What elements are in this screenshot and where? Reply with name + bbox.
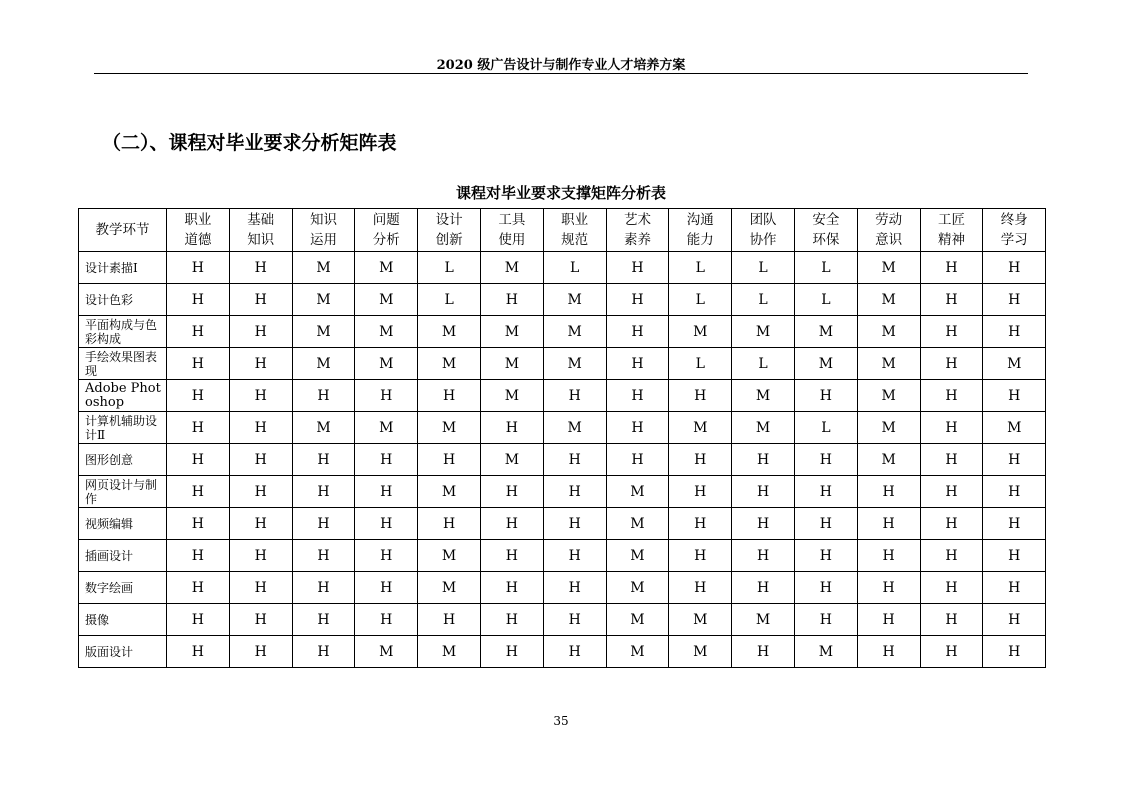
- column-header: [732, 209, 795, 252]
- rating-cell: M: [355, 284, 418, 316]
- rating-cell: H: [732, 636, 795, 668]
- rating-cell: H: [480, 636, 543, 668]
- rating-cell: M: [418, 412, 481, 444]
- rating-cell: H: [418, 380, 481, 412]
- rating-cell: H: [543, 508, 606, 540]
- rating-cell: H: [480, 476, 543, 508]
- table-row: [79, 284, 1046, 316]
- course-name-cell: 手绘效果图表现: [79, 348, 167, 380]
- course-name-cell: 版面设计: [79, 636, 167, 668]
- column-header: [983, 209, 1046, 252]
- rating-cell: H: [167, 572, 230, 604]
- rating-cell: L: [732, 284, 795, 316]
- column-header-line1: 职业: [184, 212, 212, 228]
- rating-cell: H: [167, 476, 230, 508]
- rating-cell: H: [794, 444, 857, 476]
- rating-cell: H: [794, 572, 857, 604]
- rating-cell: H: [167, 252, 230, 284]
- rating-cell: M: [543, 348, 606, 380]
- column-header-line1: 问题: [372, 212, 400, 228]
- course-name-cell: 设计素描Ⅰ: [79, 252, 167, 284]
- rating-cell: H: [732, 508, 795, 540]
- table-row: [79, 412, 1046, 444]
- rating-cell: H: [669, 444, 732, 476]
- course-name-cell: 计算机辅助设计Ⅱ: [79, 412, 167, 444]
- rating-cell: L: [794, 284, 857, 316]
- rating-cell: H: [480, 412, 543, 444]
- column-header-line2: 运用: [309, 232, 337, 248]
- rating-cell: H: [857, 540, 920, 572]
- table-row: [79, 540, 1046, 572]
- column-header-line1: 工匠: [937, 212, 965, 228]
- page-header-title: 2020 级广告设计与制作专业人才培养方案: [436, 58, 686, 73]
- rating-cell: H: [606, 412, 669, 444]
- rating-cell: M: [480, 316, 543, 348]
- rating-cell: H: [355, 572, 418, 604]
- section-title: （二）、课程对毕业要求分析矩阵表: [102, 132, 397, 154]
- rating-cell: H: [292, 476, 355, 508]
- rating-cell: L: [418, 284, 481, 316]
- rating-cell: M: [794, 316, 857, 348]
- table-row: [79, 348, 1046, 380]
- rating-cell: M: [480, 348, 543, 380]
- rating-cell: M: [606, 540, 669, 572]
- rating-cell: H: [669, 508, 732, 540]
- rating-cell: M: [669, 412, 732, 444]
- column-header-line1: 团队: [749, 212, 777, 228]
- course-name-cell: 设计色彩: [79, 284, 167, 316]
- rating-cell: H: [229, 636, 292, 668]
- column-header: [229, 209, 292, 252]
- column-header-line2: 精神: [937, 232, 965, 248]
- rating-cell: H: [920, 572, 983, 604]
- rating-cell: H: [920, 476, 983, 508]
- course-name-cell: 视频编辑: [79, 508, 167, 540]
- rating-cell: M: [480, 444, 543, 476]
- rating-cell: L: [732, 348, 795, 380]
- rating-cell: M: [669, 604, 732, 636]
- course-name-cell: 图形创意: [79, 444, 167, 476]
- rating-cell: M: [292, 412, 355, 444]
- table-row: [79, 380, 1046, 412]
- rating-cell: H: [983, 540, 1046, 572]
- column-header-line2: 能力: [686, 232, 714, 248]
- rating-cell: M: [732, 380, 795, 412]
- rating-cell: M: [292, 284, 355, 316]
- rating-cell: M: [606, 508, 669, 540]
- table-row: [79, 444, 1046, 476]
- rating-cell: L: [794, 252, 857, 284]
- rating-cell: H: [355, 508, 418, 540]
- rating-cell: H: [794, 604, 857, 636]
- table-title: 课程对毕业要求支撑矩阵分析表: [455, 184, 666, 202]
- rating-cell: H: [732, 476, 795, 508]
- rating-cell: H: [920, 412, 983, 444]
- rating-cell: H: [167, 636, 230, 668]
- rating-cell: M: [418, 348, 481, 380]
- rating-cell: M: [857, 412, 920, 444]
- rating-cell: H: [983, 316, 1046, 348]
- rating-cell: H: [920, 348, 983, 380]
- rating-cell: H: [480, 572, 543, 604]
- column-header-line1: 艺术: [623, 212, 651, 228]
- column-header: [857, 209, 920, 252]
- rating-cell: M: [292, 348, 355, 380]
- rating-cell: H: [480, 508, 543, 540]
- rating-cell: H: [857, 572, 920, 604]
- rating-cell: H: [167, 316, 230, 348]
- rating-cell: H: [229, 380, 292, 412]
- column-header-line1: 知识: [309, 212, 337, 228]
- rating-cell: L: [669, 284, 732, 316]
- rating-cell: H: [983, 508, 1046, 540]
- rating-cell: L: [669, 348, 732, 380]
- rating-cell: L: [418, 252, 481, 284]
- rating-cell: M: [669, 316, 732, 348]
- column-header-line2: 环保: [812, 232, 840, 248]
- rating-cell: H: [920, 380, 983, 412]
- rating-cell: H: [920, 636, 983, 668]
- rating-cell: M: [606, 476, 669, 508]
- rating-cell: M: [543, 284, 606, 316]
- rating-cell: H: [480, 540, 543, 572]
- column-header-line2: 学习: [1000, 232, 1028, 248]
- table-row: [79, 476, 1046, 508]
- column-header: [669, 209, 732, 252]
- column-header-line1: 工具: [498, 212, 526, 228]
- column-header: [418, 209, 481, 252]
- rating-cell: H: [983, 444, 1046, 476]
- rating-cell: M: [418, 316, 481, 348]
- rating-cell: H: [732, 444, 795, 476]
- column-header-line1: 设计: [435, 212, 463, 228]
- rating-cell: H: [543, 380, 606, 412]
- rating-cell: H: [229, 252, 292, 284]
- rating-cell: H: [983, 252, 1046, 284]
- column-header-line2: 规范: [561, 232, 589, 248]
- rating-cell: H: [543, 604, 606, 636]
- rating-cell: H: [167, 284, 230, 316]
- column-header: [543, 209, 606, 252]
- corner-header: 教学环节: [79, 209, 167, 252]
- rating-cell: H: [229, 316, 292, 348]
- table-row: [79, 636, 1046, 668]
- rating-cell: M: [418, 572, 481, 604]
- column-header: [920, 209, 983, 252]
- rating-cell: M: [857, 444, 920, 476]
- course-name-cell: 网页设计与制作: [79, 476, 167, 508]
- rating-cell: M: [857, 252, 920, 284]
- rating-cell: H: [606, 284, 669, 316]
- rating-cell: H: [355, 540, 418, 572]
- rating-cell: H: [292, 572, 355, 604]
- rating-cell: M: [732, 412, 795, 444]
- rating-cell: H: [983, 636, 1046, 668]
- rating-cell: M: [669, 636, 732, 668]
- rating-cell: M: [355, 252, 418, 284]
- column-header-line1: 基础: [247, 212, 275, 228]
- rating-cell: H: [543, 636, 606, 668]
- column-header-line2: 创新: [435, 232, 463, 248]
- rating-cell: H: [606, 444, 669, 476]
- rating-cell: H: [418, 508, 481, 540]
- rating-cell: H: [292, 508, 355, 540]
- rating-cell: H: [229, 284, 292, 316]
- rating-cell: H: [606, 348, 669, 380]
- rating-cell: H: [732, 572, 795, 604]
- column-header-line1: 安全: [812, 212, 840, 228]
- column-header: [480, 209, 543, 252]
- rating-cell: M: [983, 348, 1046, 380]
- rating-cell: H: [794, 508, 857, 540]
- rating-cell: H: [920, 444, 983, 476]
- rating-cell: H: [292, 604, 355, 636]
- rating-cell: H: [920, 604, 983, 636]
- column-header-line2: 道德: [184, 232, 212, 248]
- rating-cell: H: [167, 540, 230, 572]
- rating-cell: H: [606, 380, 669, 412]
- rating-cell: L: [732, 252, 795, 284]
- rating-cell: H: [355, 476, 418, 508]
- rating-cell: M: [418, 476, 481, 508]
- rating-cell: H: [794, 476, 857, 508]
- rating-cell: H: [167, 380, 230, 412]
- table-header-row: [79, 209, 1046, 252]
- rating-cell: H: [355, 604, 418, 636]
- rating-cell: H: [794, 380, 857, 412]
- rating-cell: M: [606, 572, 669, 604]
- rating-cell: M: [543, 316, 606, 348]
- rating-cell: M: [857, 348, 920, 380]
- rating-cell: M: [794, 636, 857, 668]
- rating-cell: H: [732, 540, 795, 572]
- rating-cell: H: [229, 540, 292, 572]
- rating-cell: H: [167, 348, 230, 380]
- rating-cell: H: [983, 284, 1046, 316]
- table-row: [79, 508, 1046, 540]
- rating-cell: H: [167, 508, 230, 540]
- rating-cell: H: [418, 444, 481, 476]
- rating-cell: H: [669, 380, 732, 412]
- rating-cell: H: [229, 348, 292, 380]
- table-row: [79, 572, 1046, 604]
- rating-cell: H: [983, 604, 1046, 636]
- rating-cell: H: [543, 444, 606, 476]
- rating-cell: M: [732, 316, 795, 348]
- column-header-line2: 使用: [498, 232, 526, 248]
- column-header-line2: 分析: [372, 232, 400, 248]
- column-header-line1: 沟通: [686, 212, 714, 228]
- rating-cell: M: [480, 380, 543, 412]
- rating-cell: M: [857, 316, 920, 348]
- rating-cell: H: [669, 540, 732, 572]
- column-header-line2: 协作: [749, 232, 777, 248]
- rating-cell: H: [229, 604, 292, 636]
- rating-cell: H: [920, 316, 983, 348]
- course-name-cell: 插画设计: [79, 540, 167, 572]
- rating-cell: H: [480, 604, 543, 636]
- page-number: 35: [553, 714, 569, 728]
- rating-cell: H: [292, 380, 355, 412]
- course-name-cell: 平面构成与色彩构成: [79, 316, 167, 348]
- rating-cell: M: [418, 540, 481, 572]
- rating-cell: L: [543, 252, 606, 284]
- header-rule: [94, 73, 1028, 74]
- rating-cell: H: [920, 284, 983, 316]
- column-header-line1: 职业: [561, 212, 589, 228]
- rating-cell: M: [543, 412, 606, 444]
- table-row: [79, 252, 1046, 284]
- rating-cell: H: [920, 252, 983, 284]
- rating-cell: H: [794, 540, 857, 572]
- rating-cell: H: [292, 636, 355, 668]
- course-name-cell: 摄像: [79, 604, 167, 636]
- table-row: [79, 316, 1046, 348]
- rating-cell: H: [355, 380, 418, 412]
- rating-cell: H: [167, 604, 230, 636]
- rating-cell: M: [355, 316, 418, 348]
- rating-cell: H: [669, 572, 732, 604]
- rating-cell: M: [794, 348, 857, 380]
- rating-cell: H: [480, 284, 543, 316]
- rating-cell: L: [669, 252, 732, 284]
- rating-cell: H: [355, 444, 418, 476]
- rating-cell: M: [355, 348, 418, 380]
- rating-cell: M: [606, 604, 669, 636]
- column-header: [606, 209, 669, 252]
- column-header: [355, 209, 418, 252]
- rating-cell: H: [418, 604, 481, 636]
- column-header-line1: 劳动: [875, 212, 903, 228]
- rating-cell: H: [292, 540, 355, 572]
- rating-cell: H: [543, 476, 606, 508]
- rating-cell: L: [794, 412, 857, 444]
- rating-cell: M: [606, 636, 669, 668]
- rating-cell: M: [418, 636, 481, 668]
- rating-cell: H: [167, 444, 230, 476]
- course-name-cell: 数字绘画: [79, 572, 167, 604]
- rating-cell: M: [480, 252, 543, 284]
- rating-cell: M: [983, 412, 1046, 444]
- column-header-line1: 终身: [1000, 212, 1028, 228]
- rating-cell: H: [669, 476, 732, 508]
- rating-cell: H: [983, 476, 1046, 508]
- rating-cell: H: [606, 316, 669, 348]
- rating-cell: H: [920, 508, 983, 540]
- rating-cell: M: [355, 412, 418, 444]
- rating-cell: H: [229, 508, 292, 540]
- rating-cell: M: [857, 380, 920, 412]
- support-matrix-table: [78, 208, 1046, 668]
- rating-cell: H: [920, 540, 983, 572]
- column-header: [167, 209, 230, 252]
- rating-cell: H: [167, 412, 230, 444]
- rating-cell: H: [229, 412, 292, 444]
- rating-cell: H: [543, 540, 606, 572]
- column-header: [292, 209, 355, 252]
- rating-cell: H: [857, 508, 920, 540]
- rating-cell: M: [292, 252, 355, 284]
- rating-cell: H: [857, 604, 920, 636]
- rating-cell: H: [543, 572, 606, 604]
- rating-cell: H: [229, 476, 292, 508]
- rating-cell: H: [606, 252, 669, 284]
- table-body: [79, 252, 1046, 668]
- rating-cell: H: [857, 476, 920, 508]
- rating-cell: H: [983, 380, 1046, 412]
- column-header-line2: 素养: [623, 232, 651, 248]
- column-header-line2: 知识: [247, 232, 275, 248]
- column-header-line2: 意识: [875, 232, 903, 248]
- table-row: [79, 604, 1046, 636]
- rating-cell: M: [355, 636, 418, 668]
- rating-cell: H: [983, 572, 1046, 604]
- rating-cell: H: [292, 444, 355, 476]
- course-name-cell: Adobe Photoshop: [79, 380, 167, 412]
- rating-cell: M: [292, 316, 355, 348]
- rating-cell: H: [229, 572, 292, 604]
- rating-cell: H: [857, 636, 920, 668]
- rating-cell: M: [857, 284, 920, 316]
- rating-cell: H: [229, 444, 292, 476]
- rating-cell: M: [732, 604, 795, 636]
- column-header: [794, 209, 857, 252]
